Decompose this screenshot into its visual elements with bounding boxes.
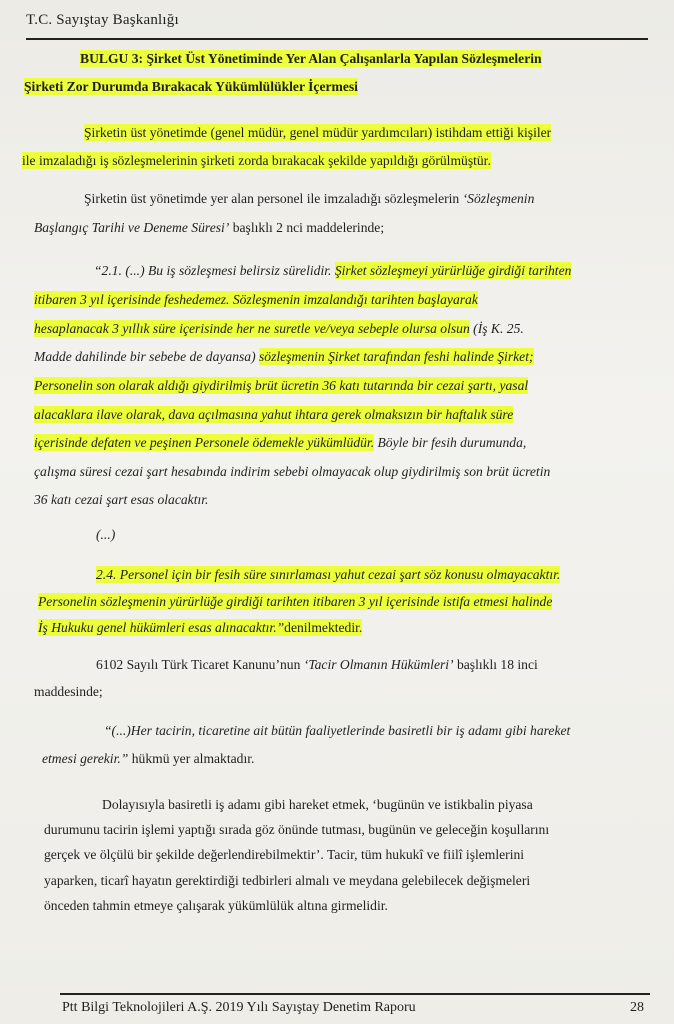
quote2-line-3a: İş Hukuku genel hükümleri esas alınacaktır.” <box>38 620 285 635</box>
quote1-line-3b: (İş K. 25. <box>469 321 524 336</box>
ttk-text-line-2: maddesinde; <box>34 684 103 699</box>
footer-report-title: Ptt Bilgi Teknolojileri A.Ş. 2019 Yılı Sayıştay Denetim Raporu <box>62 1000 416 1015</box>
contract-intro-tail: başlıklı 2 nci maddelerinde; <box>229 220 385 235</box>
contract-intro-italic: ‘Sözleşmenin <box>462 191 535 206</box>
finding-title-line-1: BULGU 3: Şirket Üst Yönetiminde Yer Alan Çalışanlarla Yapılan Sözleşmelerin <box>80 51 542 66</box>
ttk-article-title: ‘Tacir Olmanın Hükümleri’ <box>303 657 454 672</box>
quote1-line-8: çalışma süresi cezai şart hesabında indirim sebebi olmayacak olup giydirilmiş son brüt ücretin <box>34 464 551 479</box>
prudent-line-4: yaparken, ticarî hayatın gerektirdiği tedbirleri almalı ve meydana gelebilecek değişmeleri <box>44 873 531 888</box>
quote3-line-1: “(...)Her tacirin, ticaretine ait bütün faaliyetlerinde basiretli bir iş adamı gibi hareket <box>104 723 571 738</box>
quote1-line-3a: hesaplanacak 3 yıllık süre içerisinde her ne suretle ve/veya sebeple olursa olsun <box>34 321 470 336</box>
summary-line-2: ile imzaladığı iş sözleşmelerinin şirketi zorda bırakacak şekilde yapıldığı görülmüştür. <box>22 153 491 168</box>
prudent-line-3: gerçek ve ölçülü bir şekilde değerlendirebilmektir’. Tacir, tüm hukukî ve fiilî işlemlerini <box>44 847 525 862</box>
quote1-line-5: Personelin son olarak aldığı giydirilmiş brüt ücretin 36 katı tutarında bir cezai şartı, yasal <box>34 378 529 393</box>
quote1-line-6: alacaklara ilave olarak, dava açılmasına yahut ihtara gerek olmaksızın bir haftalık süre <box>34 407 514 422</box>
quote1-line-4b: sözleşmenin Şirket tarafından feshi halinde Şirket; <box>259 349 534 364</box>
quote1-line-7a: içerisinde defaten ve peşinen Personele ödemekle yükümlüdür. <box>34 435 375 450</box>
ellipsis: (...) <box>96 527 116 542</box>
quote1-line-2: itibaren 3 yıl içerisinde feshedemez. Sözleşmenin imzalandığı tarihten başlayarak <box>34 292 478 307</box>
quote2-line-2: Personelin sözleşmenin yürürlüğe girdiği tarihten itibaren 3 yıl içerisinde istifa etmesi halinde <box>38 594 553 609</box>
prudent-line-2: durumunu tacirin işlemi yaptığı sırada göz önünde tutması, bugünün ve geleceğin koşullarını <box>44 822 550 837</box>
quote1-line-1b: Şirket sözleşmeyi yürürlüğe girdiği tarihten <box>334 263 572 278</box>
prudent-line-1: Dolayısıyla basiretli iş adamı gibi hareket etmek, ‘bugünün ve istikbalin piyasa <box>102 797 533 812</box>
ttk-text-a: 6102 Sayılı Türk Ticaret Kanunu’nun <box>96 657 304 672</box>
footer-rule <box>60 993 650 995</box>
header-title: T.C. Sayıştay Başkanlığı <box>26 12 179 28</box>
prudent-line-5: önceden tahmin etmeye çalışarak yükümlülük altına girmelidir. <box>44 898 388 913</box>
quote2-line-3b: denilmektedir. <box>284 620 363 635</box>
finding-title-line-2: Şirketi Zor Durumda Bırakacak Yükümlülükler İçermesi <box>24 79 358 94</box>
header-rule <box>26 38 648 40</box>
quote1-line-4a: Madde dahilinde bir sebebe de dayansa) <box>34 349 260 364</box>
quote1-line-1a: “2.1. (...) Bu iş sözleşmesi belirsiz sürelidir. <box>94 263 335 278</box>
summary-line-1: Şirketin üst yönetimde (genel müdür, genel müdür yardımcıları) istihdam ettiği kişiler <box>84 125 552 140</box>
quote3-line-2a: etmesi gerekir.” <box>42 751 129 766</box>
quote3-line-2b: hükmü yer almaktadır. <box>128 751 255 766</box>
contract-intro-text: Şirketin üst yönetimde yer alan personel ile imzaladığı sözleşmelerin <box>84 191 463 206</box>
contract-article-title: Başlangıç Tarihi ve Deneme Süresi’ <box>34 220 230 235</box>
ttk-text-c: başlıklı 18 inci <box>453 657 538 672</box>
quote1-line-9: 36 katı cezai şart esas olacaktır. <box>34 492 209 507</box>
quote2-line-1: 2.4. Personel için bir fesih süre sınırlaması yahut cezai şart söz konusu olmayacaktır. <box>96 567 561 582</box>
quote1-line-7b: Böyle bir fesih durumunda, <box>374 435 527 450</box>
page-number: 28 <box>630 1000 644 1015</box>
